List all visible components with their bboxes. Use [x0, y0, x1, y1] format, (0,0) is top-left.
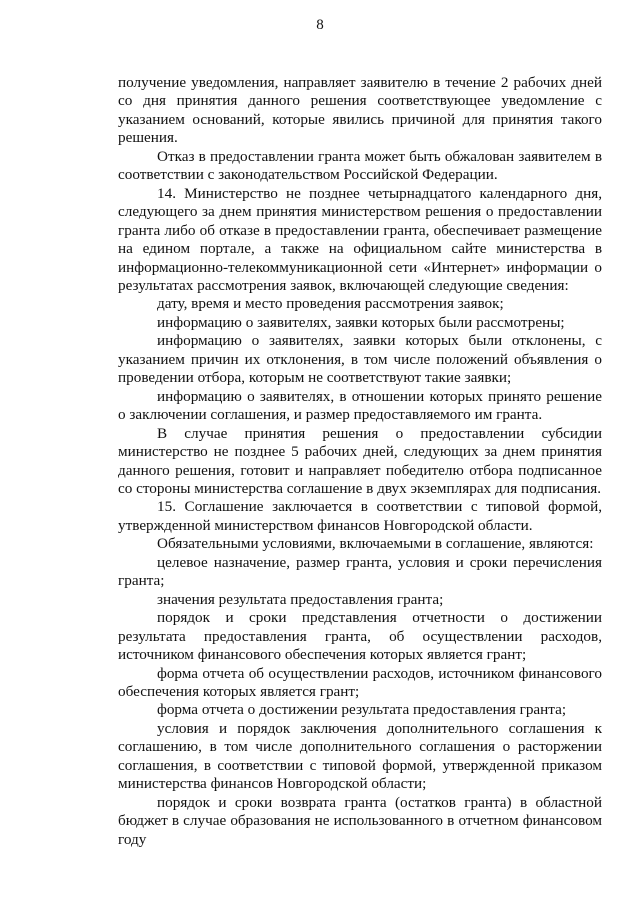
list-item-approved-applicants: информацию о заявителях, в отношении которых принято решение о заключении соглашения, и размер предоставляемого им гранта. [118, 387, 602, 424]
list-item-result-report-form: форма отчета о достижении результата предоставления гранта; [157, 701, 567, 719]
list-item-purpose-amount: целевое назначение, размер гранта, условия и сроки перечисления гранта; [118, 553, 602, 590]
document-body [118, 74, 602, 849]
paragraph-refusal-appeal: Отказ в предоставлении гранта может быть обжалован заявителем в соответствии с законодательством Российской Федерации. [118, 147, 602, 184]
list-item-rejected-applicants: информацию о заявителях, заявки которых были отклонены, с указанием причин их отклонения, в том числе положений объявления о проведении отбора, которым не соответствуют такие заявки; [118, 332, 602, 387]
paragraph-notification-continuation: получение уведомления, направляет заявителю в течение 2 рабочих дней со дня принятия данного решения соответствующее уведомление с указанием оснований, которые явились причиной для принятия такого решения. [118, 74, 602, 147]
paragraph-section-14: 14. Министерство не позднее четырнадцатого календарного дня, следующего за днем принятия министерством решения о предоставлении гранта либо об отказе в предоставлении гранта, обеспечивает размещение на едином портале, а также на официальном сайте министерства в информационно-телекоммуникационной сети «Интернет» информации о результатах рассмотрения заявок, включающей следующие сведения: [118, 184, 602, 294]
paragraph-section-15: 15. Соглашение заключается в соответствии с типовой формой, утвержденной министерством финансов Новгородской области. [118, 498, 602, 534]
paragraph-agreement-delivery: В случае принятия решения о предоставлении субсидии министерство не позднее 5 рабочих дней, следующих за днем принятия данного решения, готовит и направляет победителю отбора подписанное со стороны министерства соглашение в двух экземплярах для подписания. [118, 424, 602, 497]
list-item-supplementary-agreement: условия и порядок заключения дополнительного соглашения к соглашению, в том числе дополнительного соглашения о расторжении соглашения, в соответствии с типовой формой, утвержденной приказом министерства финансов Новгородской области; [118, 719, 602, 793]
list-item-reporting-procedure: порядок и сроки представления отчетности о достижении результата предоставления гранта, об осуществлении расходов, источником финансового обеспечения которых является грант; [118, 609, 602, 664]
list-item-grant-return: порядок и сроки возврата гранта (остатков гранта) в областной бюджет в случае образования не использованного в отчетном финансовом году [118, 793, 602, 848]
list-item-result-values: значения результата предоставления гранта; [157, 590, 444, 608]
list-item-review-date-place: дату, время и место проведения рассмотрения заявок; [157, 295, 504, 313]
list-item-reviewed-applicants: информацию о заявителях, заявки которых были рассмотрены; [157, 313, 565, 331]
paragraph-mandatory-conditions: Обязательными условиями, включаемыми в соглашение, являются: [157, 535, 594, 553]
list-item-expenses-report-form: форма отчета об осуществлении расходов, источником финансового обеспечения которых является грант; [118, 664, 602, 700]
page-number: 8 [316, 17, 324, 33]
